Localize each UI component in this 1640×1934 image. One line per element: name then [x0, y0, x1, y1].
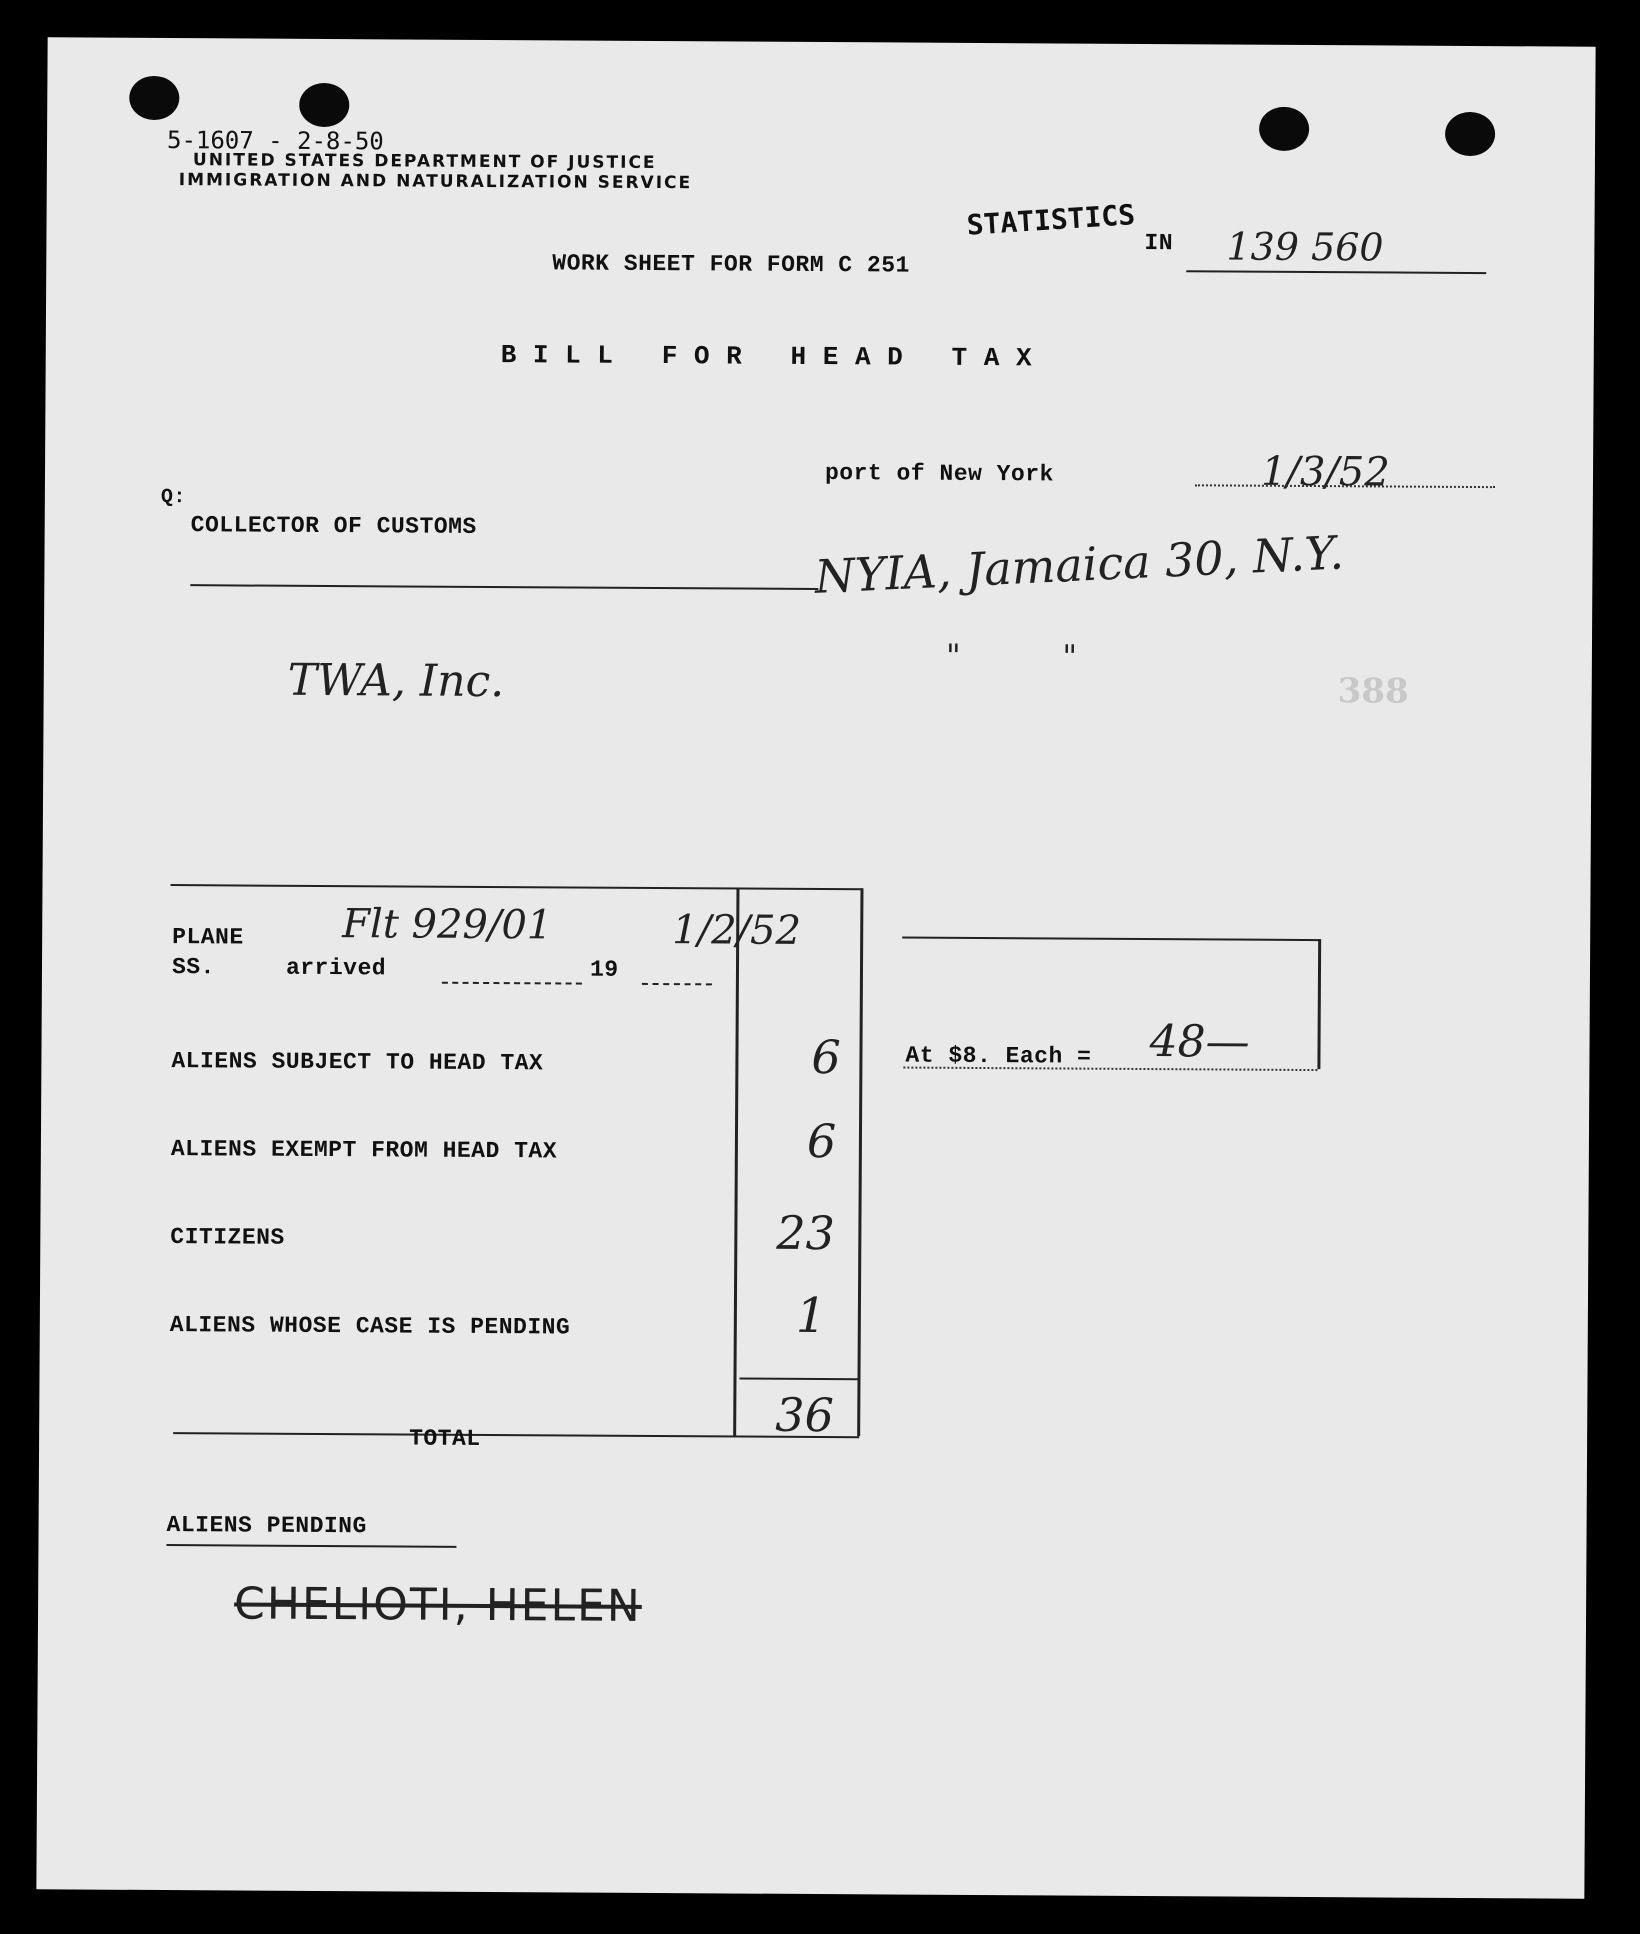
- row-pending-value: 1: [795, 1287, 827, 1345]
- table-bottom-rule: [173, 1432, 859, 1438]
- total-label: TOTAL: [409, 1425, 481, 1452]
- arrival-date: 1/2/52: [672, 907, 802, 954]
- worksheet-title: WORK SHEET FOR FORM C 251: [552, 250, 910, 279]
- collector-location: NYIA, Jamaica 30, N.Y.: [813, 525, 1345, 604]
- punch-hole: [1445, 112, 1495, 156]
- arrived-label: arrived: [285, 954, 387, 982]
- table-divider: [733, 888, 739, 1436]
- carrier-name: TWA, Inc.: [287, 654, 505, 708]
- table-right-border: [857, 888, 863, 1436]
- arrived-underline: [442, 982, 582, 985]
- in-label: IN: [1144, 229, 1174, 257]
- row-citizens-value: 23: [776, 1205, 836, 1261]
- rate-box-right: [1317, 939, 1321, 1069]
- punch-hole: [129, 76, 179, 120]
- punch-hole: [1259, 107, 1309, 151]
- plane-label: PLANE: [172, 924, 244, 951]
- year-underline: [642, 983, 712, 985]
- document-page: [36, 37, 1595, 1898]
- row-citizens-label: CITIZENS: [170, 1224, 285, 1251]
- statistics-stamp: STATISTICS: [965, 198, 1137, 242]
- total-rule: [739, 1378, 857, 1381]
- in-number: 139 560: [1226, 224, 1384, 270]
- rate-label: At $8. Each =: [905, 1042, 1092, 1070]
- bill-title: B I L L F O R H E A D T A X: [500, 340, 1033, 374]
- ditto-marks: " ": [945, 636, 1078, 676]
- service-line: IMMIGRATION AND NATURALIZATION SERVICE: [178, 170, 693, 194]
- row-subject-label: ALIENS SUBJECT TO HEAD TAX: [171, 1048, 544, 1077]
- year-prefix: 19: [589, 956, 619, 983]
- rate-box-top: [902, 937, 1320, 942]
- pending-alien-name: CHELIOTI, HELEN: [233, 1578, 642, 1632]
- table-top-rule: [170, 884, 862, 890]
- port-label: port of New York: [824, 460, 1054, 488]
- row-pending-label: ALIENS WHOSE CASE IS PENDING: [169, 1312, 571, 1341]
- collector-label: COLLECTOR OF CUSTOMS: [190, 512, 477, 540]
- to-label: Q:: [160, 485, 186, 510]
- flight-number: Flt 929/01: [342, 901, 553, 949]
- row-exempt-value: 6: [806, 1113, 837, 1169]
- pending-underline: [166, 1544, 456, 1548]
- punch-hole: [299, 83, 349, 127]
- collector-underline: [190, 584, 818, 590]
- row-subject-value: 6: [811, 1029, 841, 1085]
- rate-amount: 48—: [1149, 1016, 1250, 1068]
- form-code: 5-1607 - 2-8-50: [166, 126, 384, 156]
- ss-label: SS.: [171, 954, 215, 981]
- total-value: 36: [775, 1387, 834, 1443]
- department-line: UNITED STATES DEPARTMENT OF JUSTICE: [192, 150, 657, 174]
- row-exempt-label: ALIENS EXEMPT FROM HEAD TAX: [170, 1136, 558, 1165]
- in-underline: [1186, 270, 1486, 274]
- bill-date: 1/3/52: [1260, 448, 1390, 496]
- pending-label: ALIENS PENDING: [166, 1512, 367, 1540]
- serial-number: 388: [1337, 671, 1409, 712]
